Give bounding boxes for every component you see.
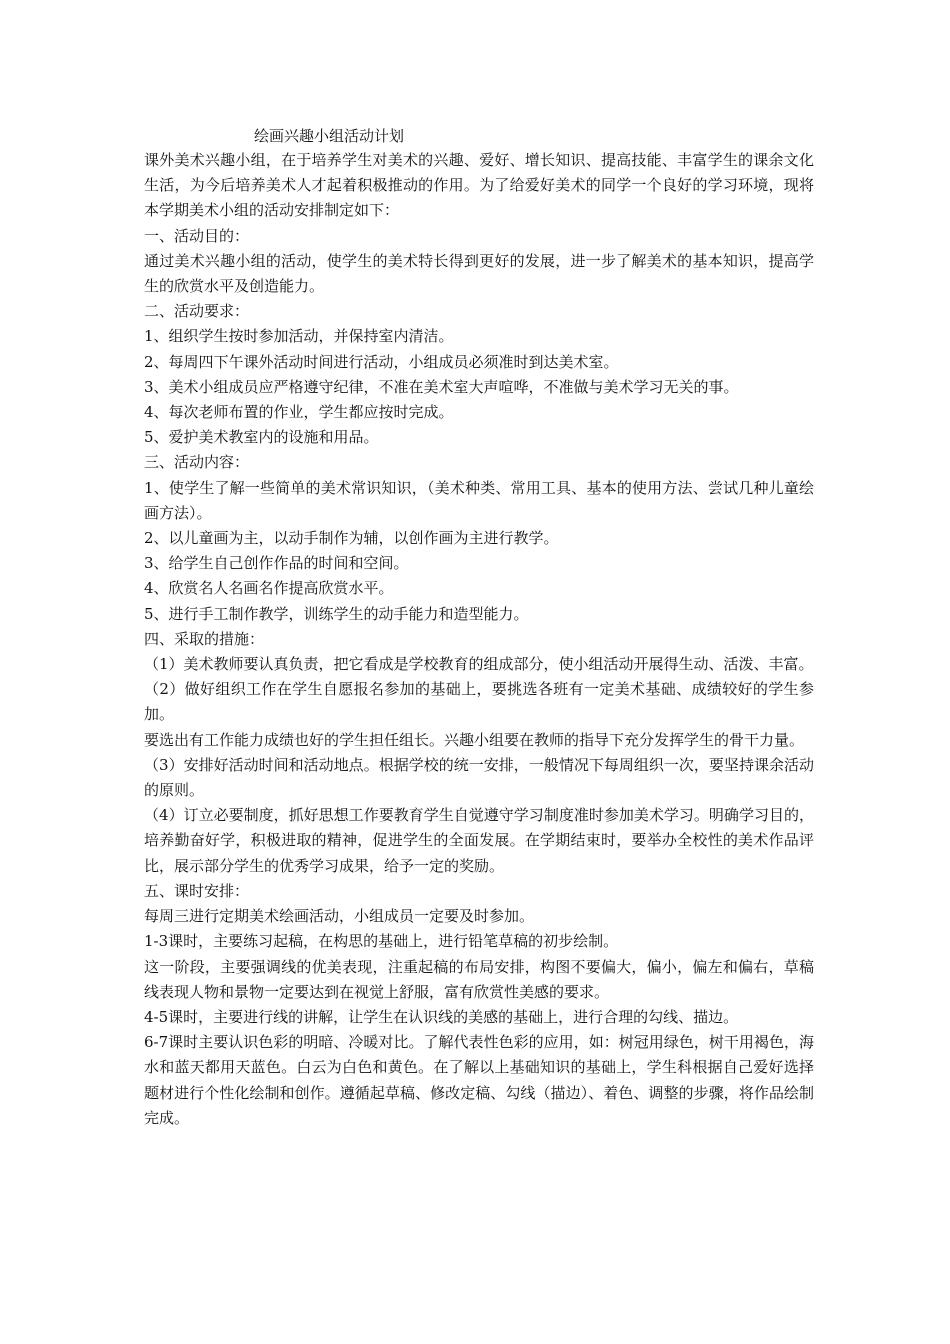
document-title: 绘画兴趣小组活动计划 [254, 127, 405, 145]
intro-paragraph: 课外美术兴趣小组，在于培养学生对美术的兴趣、爱好、增长知识、提高技能、丰富学生的课余文化生活，为今后培养美术人才起着积极推动的作用。为了给爱好美术的同学一个良好的学习环境，现将本学期美术小组的活动安排制定如下： [144, 151, 814, 220]
section-heading-purpose: 一、活动目的： [144, 226, 250, 245]
requirement-item: 5、爱护美术教室内的设施和用品。 [144, 428, 379, 447]
measure-item: （4）订立必要制度，抓好思想工作要教育学生自觉遵守学习制度准时参加美术学习。明确学习目的，培养勤奋好学，积极进取的精神，促进学生的全面发展。在学期结束时，要举办全校性的美术作品评比，展示部分学生的优秀学习成果，给予一定的奖励。 [144, 806, 814, 875]
requirement-item: 2、每周四下午课外活动时间进行活动，小组成员必须准时到达美术室。 [144, 352, 619, 371]
content-item: 5、进行手工制作教学，训练学生的动手能力和造型能力。 [144, 604, 529, 623]
requirement-item: 1、组织学生按时参加活动，并保持室内清洁。 [144, 327, 454, 346]
section-heading-schedule: 五、课时安排： [144, 881, 250, 900]
measure-item: （3）安排好活动时间和活动地点。根据学校的统一安排，一般情况下每周组织一次，要坚持课余活动的原则。 [144, 755, 814, 800]
document-body [144, 148, 814, 1131]
section-heading-requirements: 二、活动要求： [144, 302, 250, 321]
measure-item: 要选出有工作能力成绩也好的学生担任组长。兴趣小组要在教师的指导下充分发挥学生的骨干力量。 [144, 730, 805, 749]
content-item: 4、欣赏名人名画名作提高欣赏水平。 [144, 579, 394, 598]
requirement-item: 3、美术小组成员应严格遵守纪律，不准在美术室大声喧哗，不准做与美术学习无关的事。 [144, 377, 739, 396]
requirement-item: 4、每次老师布置的作业，学生都应按时完成。 [144, 403, 454, 422]
measure-item: （1）美术教师要认真负责，把它看成是学校教育的组成部分，使小组活动开展得生动、活泼、丰富。 [144, 655, 814, 674]
content-item: 1、使学生了解一些简单的美术常识知识，（美术种类、常用工具、基本的使用方法、尝试几种儿童绘画方法）。 [144, 478, 814, 522]
section-heading-content: 三、活动内容： [144, 453, 250, 472]
schedule-item: 4-5课时，主要进行线的讲解，让学生在认识线的美感的基础上，进行合理的勾线、描边。 [144, 1007, 739, 1026]
measure-item: （2）做好组织工作在学生自愿报名参加的基础上，要挑选各班有一定美术基础、成绩较好的学生参加。 [144, 680, 814, 724]
section-heading-measures: 四、采取的措施： [144, 629, 265, 648]
schedule-item: 每周三进行定期美术绘画活动，小组成员一定要及时参加。 [144, 907, 535, 926]
content-item: 3、给学生自己创作作品的时间和空间。 [144, 554, 409, 573]
content-item: 2、以儿童画为主，以动手制作为辅，以创作画为主进行教学。 [144, 529, 559, 548]
schedule-item: 这一阶段，主要强调线的优美表现，注重起稿的布局安排，构图不要偏大，偏小，偏左和偏右，草稿线表现人物和景物一定要达到在视觉上舒服，富有欣赏性美感的要求。 [144, 957, 814, 1001]
purpose-paragraph: 通过美术兴趣小组的活动，使学生的美术特长得到更好的发展，进一步了解美术的基本知识，提高学生的欣赏水平及创造能力。 [144, 251, 814, 296]
schedule-item: 1-3课时，主要练习起稿，在构思的基础上，进行铅笔草稿的初步绘制。 [144, 932, 619, 951]
schedule-item: 6-7课时主要认识色彩的明暗、冷暖对比。了解代表性色彩的应用，如：树冠用绿色，树干用褐色，海水和蓝天都用天蓝色。白云为白色和黄色。在了解以上基础知识的基础上，学生科根据自己爱好选择题材进行个性化绘制和创作。遵循起草稿、修改定稿、勾线（描边）、着色、调整的步骤，将作品绘制完成。 [144, 1033, 814, 1127]
